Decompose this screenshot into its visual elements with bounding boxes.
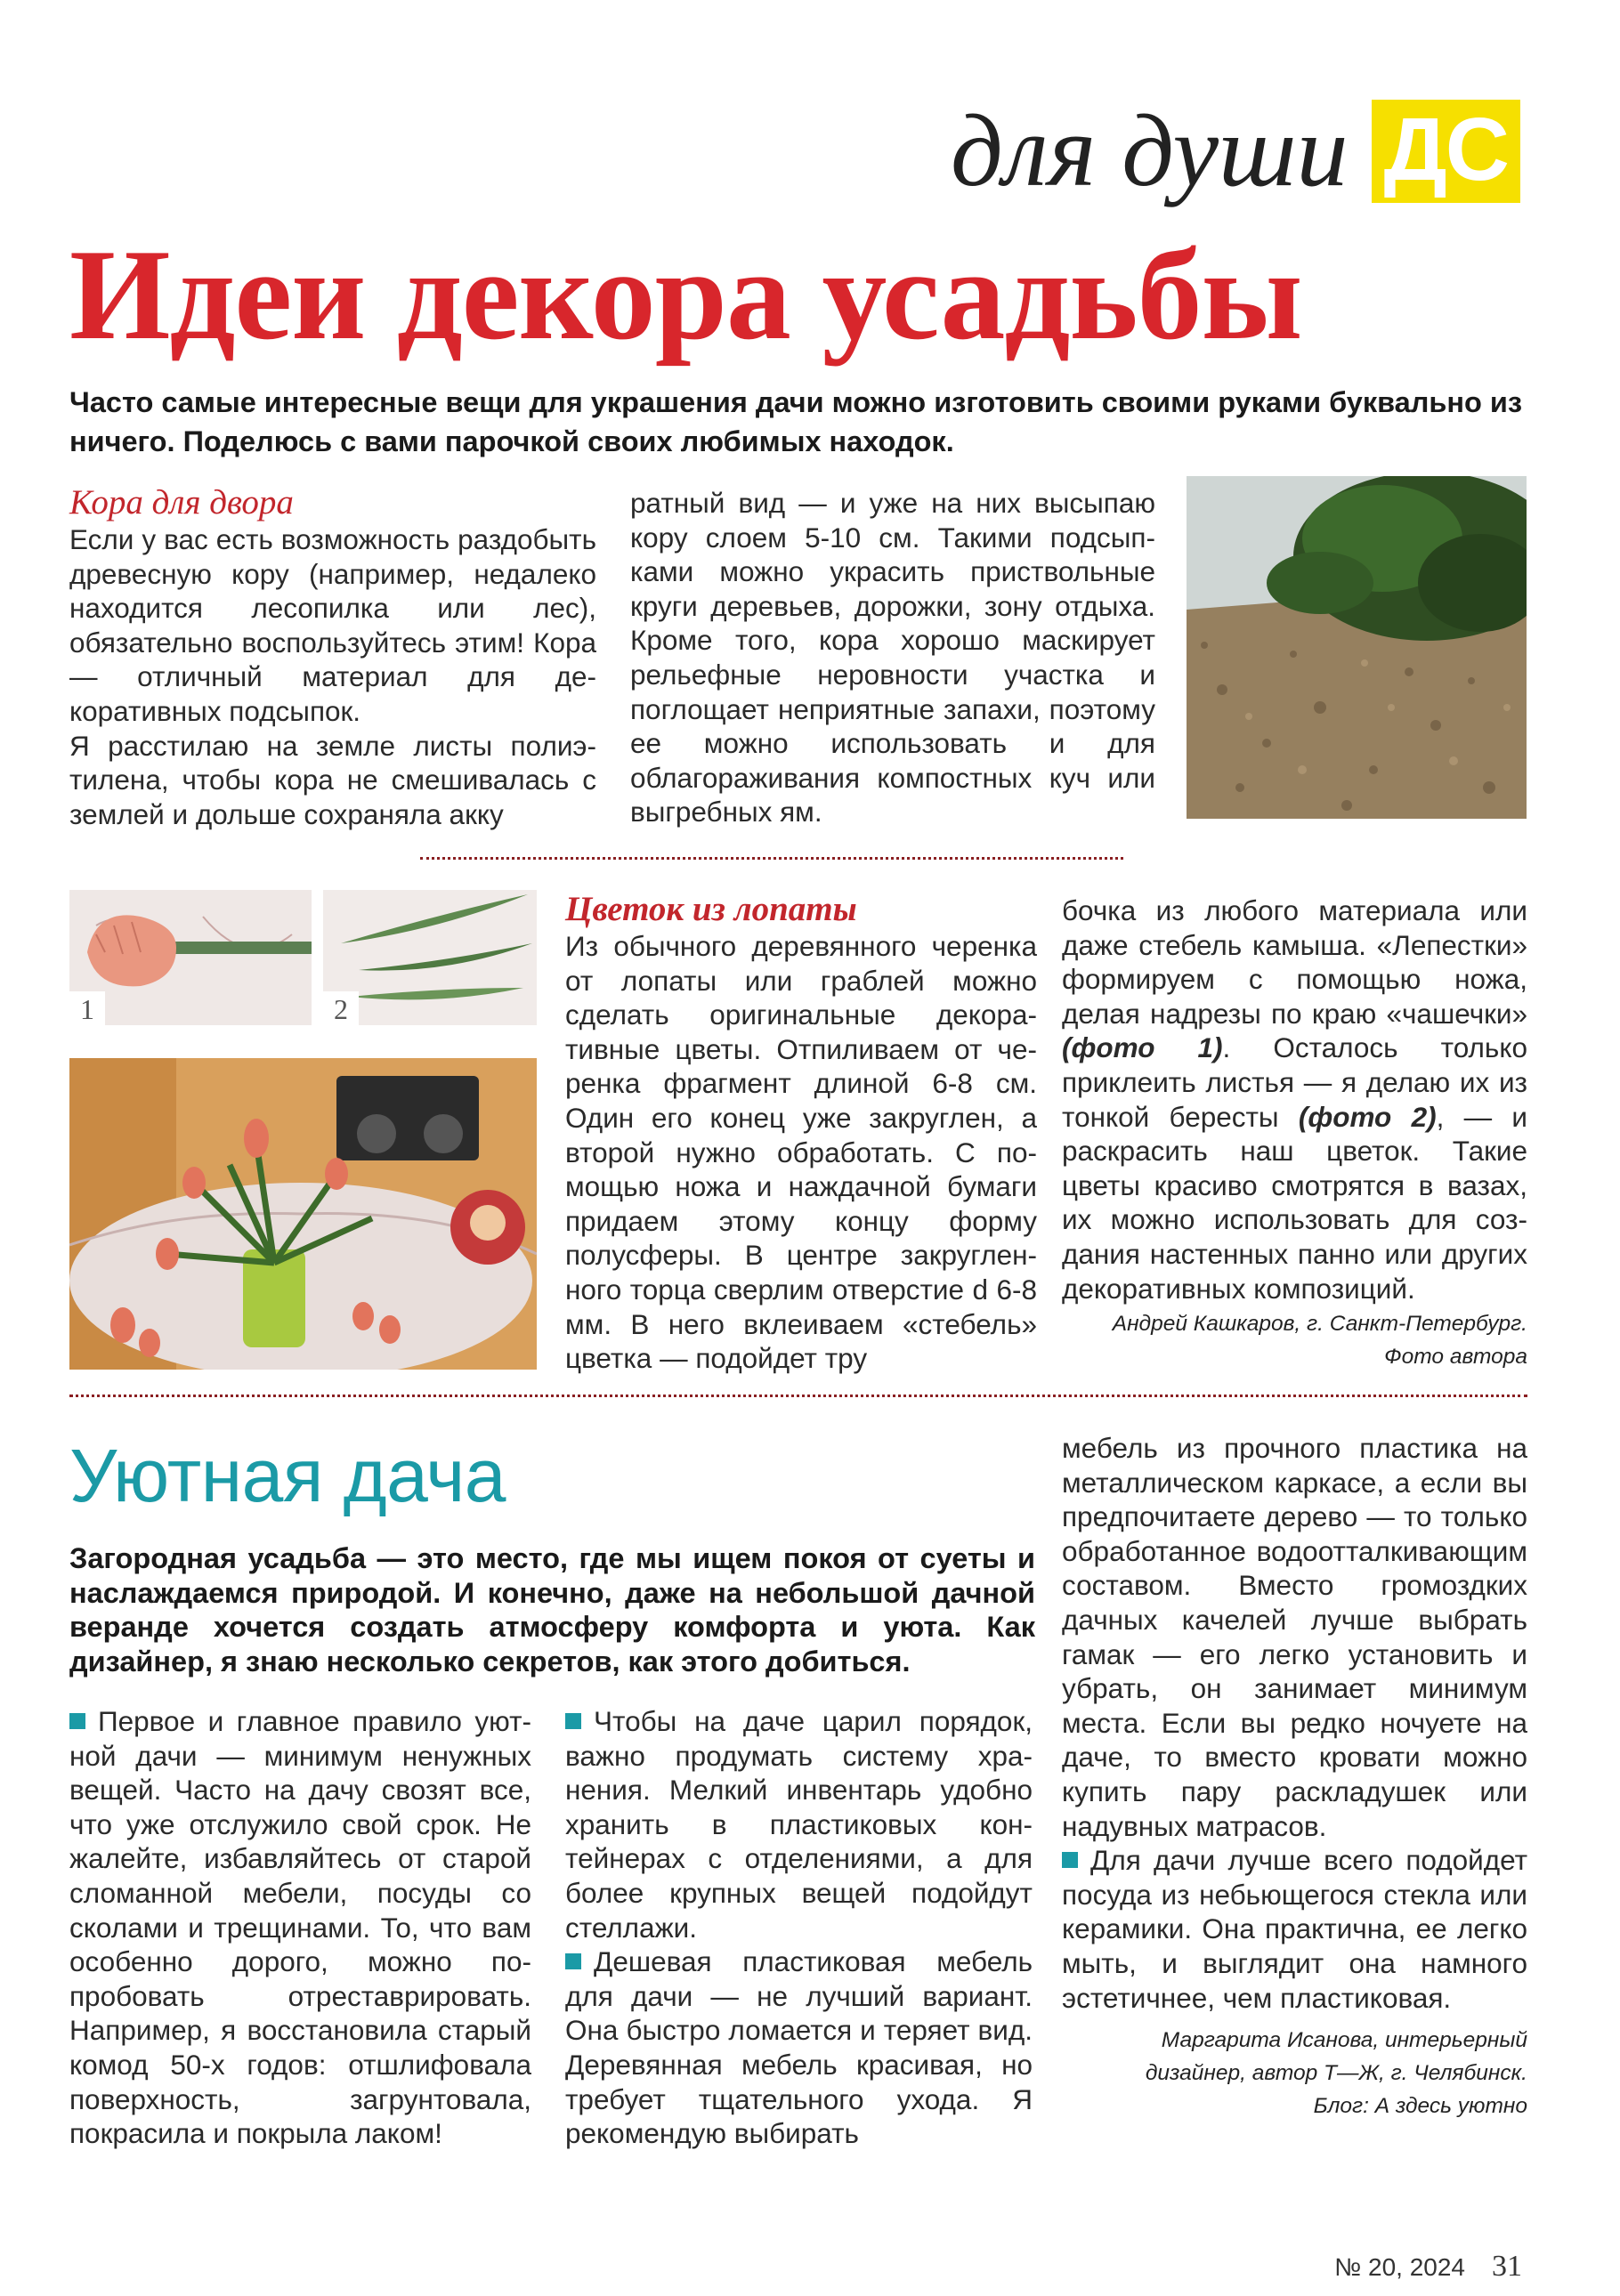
author-line: Блог: А здесь уютно bbox=[1313, 2094, 1527, 2119]
photo-bark-mulch bbox=[1187, 476, 1527, 819]
paragraph: мебель из прочного пластика на металлическом каркасе, а если вы предпочитаете дерево — то только обработанное водоотталкивающим составом. Вместо громоздких дачных качелей лучше выбрать гамак — его легко установить и убрать, он занимает минимум места. Если вы редко ночуете на даче, то вместо кровати можно купить пару раскладушек или надувных матрасов. bbox=[1062, 1432, 1527, 1842]
photo-number: 2 bbox=[323, 991, 359, 1025]
article3-author bbox=[1062, 2024, 1527, 2122]
section-badge: ДС bbox=[1372, 100, 1520, 203]
article-lead: Часто самые интересные вещи для украшения дачи можно изготовить своими руками буквально из ничего. Поделюсь с вами парочкой своих любимых находок. bbox=[69, 386, 1522, 458]
divider bbox=[69, 1395, 1527, 1397]
article2-text-1: Из обычного деревянного черенка от лопаты или граблей можно сделать оригинальные декоративные цветы. Отпиливаем от черенка фрагмент длиной 6-8 см. Один его конец уже закруглен, а второй нужно обработать. С помощью ножа и наждачной бумаги придаем этому концу форму полусферы. В центре закругленного торца сверлим отверстие d 6-8 мм. В него вклеиваем «стебель» цветка — подойдет тру bbox=[565, 930, 1037, 1375]
photo-1-wooden-bud bbox=[69, 890, 312, 1025]
article3-title: Уютная дача bbox=[69, 1434, 506, 1517]
article3-lead: Загородная усадьба — это место, где мы ищем покоя от суеты и наслаждаемся природой. И конечно, даже на небольшой дачной веранде хочется создать атмосферу комфорта и уюта. Как дизайнер, я знаю несколько секретов, как этого добиться. bbox=[69, 1542, 1035, 1678]
list-item-text: Дешевая пластиковая мебель для дачи — не лучший вариант. Она быстро ломается и теряет вид. Деревянная мебель красивая, но требует тщательного ухода. Я рекомендую выбирать bbox=[565, 1945, 1033, 2150]
article2-column-1 bbox=[565, 890, 1037, 1376]
bullet-icon bbox=[565, 1713, 581, 1729]
list-item-text: Для дачи лучше всего подойдет посуда из небьющегося стекла или керамики. Она практична, ее легко мыть, и выглядит она намного эстетичнее, чем пластиковая. bbox=[1062, 1844, 1527, 2014]
article1-paragraph: Если у вас есть возможность раздобыть древесную кору (например, недалеко находится лесопилка или лес), обязательно воспользуйтесь этим! Кора — отличный материал для декоративных подсыпок. bbox=[69, 523, 596, 727]
article2-column-2 bbox=[1062, 893, 1527, 1373]
photo-number: 1 bbox=[69, 991, 105, 1025]
list-item bbox=[565, 1944, 1033, 2151]
list-item-text: Чтобы на даче царил порядок, важно продумать систему хранения. Мелкий инвентарь удобно хранить в пластиковых контейнерах с отделениями, а для более крупных вещей подойдут стеллажи. bbox=[565, 1705, 1033, 1944]
article1-subhead: Кора для двора bbox=[69, 483, 294, 521]
article3-column-1 bbox=[69, 1704, 531, 2151]
bark-mulch-image bbox=[1187, 476, 1527, 819]
article2-subhead: Цветок из лопаты bbox=[565, 890, 857, 928]
bullet-icon bbox=[69, 1713, 85, 1729]
flower-bouquet-image bbox=[69, 1058, 537, 1370]
photo-1-reference: (фото 1) bbox=[1062, 1031, 1223, 1064]
article2-photo-credit: Фото автора bbox=[1384, 1345, 1527, 1370]
author-line: Маргарита Исанова, интерьерный bbox=[1161, 2028, 1527, 2053]
list-item bbox=[1062, 1843, 1527, 2015]
article1-text-1 bbox=[69, 522, 596, 831]
page-title: Идеи декора усадьбы bbox=[69, 222, 1302, 367]
text-run: бочка из любого материала или даже стебель камыша. «Лепестки» формируем с помощью ножа, делая надрезы по краю «чашечки» bbox=[1062, 894, 1527, 1030]
photo-flower-bouquet bbox=[69, 1058, 537, 1370]
article2-text-2 bbox=[1062, 893, 1527, 1306]
article3-column-3 bbox=[1062, 1431, 1527, 2122]
article2-author: Андрей Кашкаров, г. Санкт-Петербург. bbox=[1112, 1312, 1527, 1337]
article3-column-2 bbox=[565, 1704, 1033, 2151]
section-tag-text: для души bbox=[951, 94, 1349, 208]
photo-2-reference: (фото 2) bbox=[1298, 1100, 1437, 1133]
article1-paragraph: Я расстилаю на земле листы полиэтилена, чтобы кора не смешивалась с землей и дольше сохраняла акку bbox=[69, 729, 596, 830]
article1-column-2: ратный вид — и уже на них высыпаю кору слоем 5-10 см. Такими подсыпками можно украсить приствольные круги деревьев, дорожки, зону отдыха. Кроме того, кора хорошо маскирует рельефные неровности участка и поглощает неприятные запахи, поэтому ее можно использовать и для облагораживания компостных куч или выгребных ям. bbox=[630, 487, 1155, 829]
section-tag bbox=[951, 94, 1520, 208]
text-run: , — и раскрасить наш цветок. Такие цветы красиво смотрятся в вазах, их можно использовать для создания настенных панно или других декоративных композиций. bbox=[1062, 1100, 1527, 1305]
article1-column-1 bbox=[69, 483, 596, 831]
photo-2-birch-leaves bbox=[323, 890, 537, 1025]
author-line: дизайнер, автор Т—Ж, г. Челябинск. bbox=[1145, 2061, 1527, 2086]
divider bbox=[420, 857, 1123, 860]
wooden-bud-image bbox=[69, 890, 312, 1025]
issue-number: № 20, 2024 bbox=[1334, 2253, 1465, 2281]
text-run: . Осталось только приклеить листья — я делаю их из тонкой бересты bbox=[1062, 1031, 1527, 1133]
list-item bbox=[565, 1704, 1033, 1944]
page-footer bbox=[1334, 2250, 1522, 2284]
bullet-icon bbox=[1062, 1852, 1078, 1868]
page-number: 31 bbox=[1492, 2250, 1522, 2283]
article3-text-3 bbox=[1062, 1431, 1527, 2015]
list-item-text: Первое и главное правило уютной дачи — минимум ненужных вещей. Часто на дачу свозят все, что уже отслужило свой срок. Не жалейте, избавляйтесь от старой сломанной мебели, посуды со сколами и трещинами. То, что вам особенно дорого, можно попробовать отреставрировать. Например, я восстановила старый комод 50-х годов: отшлифовала поверхность, загрунтовала, покрасила и покрыла лаком! bbox=[69, 1705, 531, 2150]
bullet-icon bbox=[565, 1953, 581, 1969]
list-item bbox=[69, 1704, 531, 2151]
